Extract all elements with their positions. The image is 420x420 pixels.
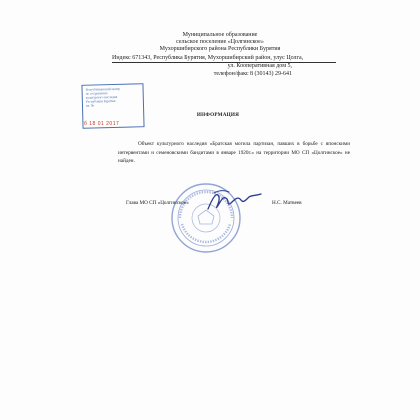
stamp-line: Республики Бурятия — [85, 98, 116, 104]
signatory-name: Н.С. Матвеев — [272, 200, 302, 206]
header-line: Муниципальное образование — [182, 32, 258, 38]
stamp-line: вх. № — [85, 103, 95, 108]
header-divider — [112, 62, 336, 63]
stamp-line: культурного наследия — [85, 94, 118, 100]
header-line: Мухоршибирского района Республики Бурятия — [159, 46, 281, 52]
stamp-date: б 18 01 2017 — [84, 121, 120, 127]
signatory-position: Глава МО СП «Цолгинское» — [126, 200, 189, 206]
header-line: сельское поселение «Цолгинское» — [176, 39, 264, 45]
stamp-line: по сохранению — [85, 91, 108, 96]
handwritten-signature-icon — [205, 187, 265, 215]
document-body: Объект культурного наследия «Братская могила партизан, павших в борьбе с японскими интервентами и семеновскими бандитами в январе 1920г.» на территории МО СП «Цолгинское» не найден. — [118, 141, 350, 164]
organization-header — [120, 32, 320, 53]
stamp-line: Республиканский центр — [85, 86, 121, 92]
address-line: ул. Кооперативная дом 5, — [227, 63, 292, 69]
document-title: ИНФОРМАЦИЯ — [196, 112, 240, 118]
address-line: Индекс 671343, Республика Бурятия, Мухоршибирский район, улус Цолга, — [112, 55, 304, 61]
address-block — [112, 54, 304, 78]
address-line: телефон/факс 8 (30143) 29-641 — [213, 71, 292, 77]
